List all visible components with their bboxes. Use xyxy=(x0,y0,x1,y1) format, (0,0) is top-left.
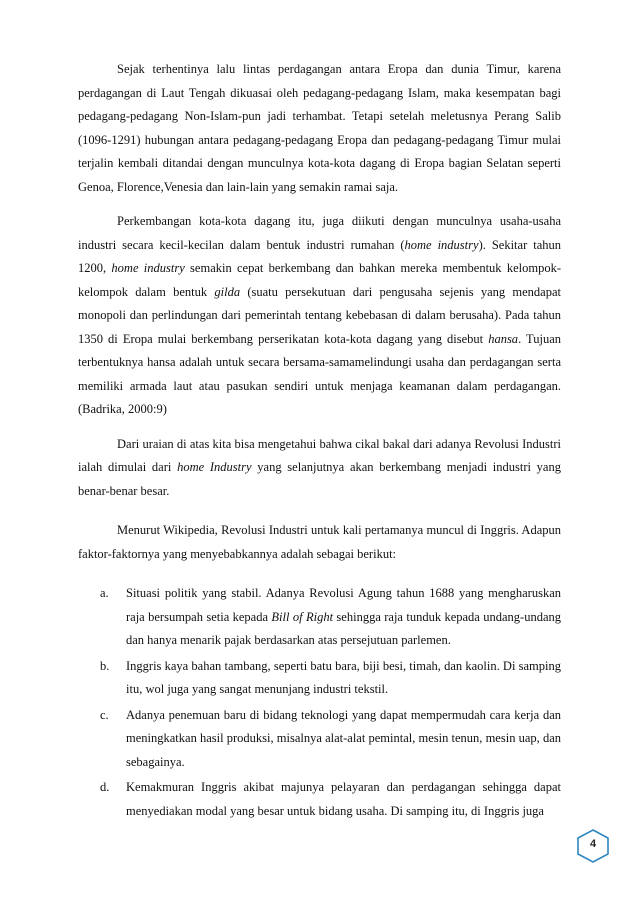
italic-term: Bill of Right xyxy=(271,609,334,624)
list-item-text xyxy=(126,659,561,697)
list-item-text xyxy=(126,780,561,818)
text-run: Dari uraian di atas kita bisa mengetahui bahwa cikal bakal dari adanya Revolusi Industri ialah dimulai dari xyxy=(78,436,561,474)
list-item xyxy=(100,582,561,653)
list-marker: a. xyxy=(100,586,109,600)
text-run: semakin cepat berkembang dan bahkan mereka membentuk kelompok-kelompok dalam bentuk xyxy=(78,261,561,299)
text-run: Perkembangan kota-kota dagang itu, juga diikuti dengan munculnya usaha-usaha industri secara kecil-kecilan dalam bentuk industri rumahan ( xyxy=(78,214,561,252)
text-run: ). Sekitar tahun 1200, xyxy=(78,237,561,275)
list-item-text xyxy=(126,708,561,769)
paragraph xyxy=(78,519,561,566)
text-run: yang selanjutnya akan berkembang menjadi industri yang benar-benar besar. xyxy=(78,460,561,498)
italic-term: gilda xyxy=(214,284,241,299)
text-run: . Tujuan terbentuknya hansa adalah untuk secara bersama-samamelindungi usaha dan perdagangan serta memiliki armada laut atau pasukan sendiri untuk menjaga keamanan dalam perdagangan.(Badrika, 2000:9) xyxy=(78,331,561,416)
list-marker: d. xyxy=(100,780,110,794)
paragraph xyxy=(78,58,561,199)
text-run: Adanya penemuan baru di bidang teknologi yang dapat mempermudah cara kerja dan meningkatkan hasil produksi, misalnya alat-alat pemintal, mesin tenun, mesin uap, dan sebagainya. xyxy=(126,707,561,769)
page-number: 4 xyxy=(589,838,597,850)
text-run: Inggris kaya bahan tambang, seperti batu bara, biji besi, timah, dan kaolin. Di samping itu, wol juga yang sangat menunjang industri tekstil. xyxy=(126,658,561,696)
list-item xyxy=(100,655,561,702)
text-run: Menurut Wikipedia, Revolusi Industri untuk kali pertamanya muncul di Inggris. Adapun faktor-faktornya yang menyebabkannya adalah sebagai berikut: xyxy=(78,523,561,561)
italic-term: home Industry xyxy=(177,460,252,474)
text-run: sehingga raja tunduk kepada undang-undang dan hanya menarik pajak berdasarkan atas persejutuan parlemen. xyxy=(126,609,561,647)
paragraph xyxy=(78,433,561,504)
italic-term: home industry xyxy=(111,261,185,275)
text-run: (suatu persekutuan dari pengusaha sejenis yang mendapat monopoli dan perlindungan dari pemerintah tentang kebebasan di dalam berusaha). Pada tahun 1350 di Eropa mulai berkembang perserikatan kota-kota dagang yang disebut xyxy=(78,284,562,346)
list-item-text xyxy=(126,586,561,647)
italic-term: hansa xyxy=(488,331,519,346)
paragraph xyxy=(78,210,561,422)
paragraphs xyxy=(78,58,561,582)
factor-list xyxy=(78,582,561,823)
italic-term: home industry xyxy=(404,237,479,252)
list-item xyxy=(100,704,561,775)
list-marker: c. xyxy=(100,707,109,722)
document-page xyxy=(78,58,561,825)
text-run: Situasi politik yang stabil. Adanya Revolusi Agung tahun 1688 yang mengharuskan raja bersumpah setia kepada xyxy=(126,586,561,624)
text-run: Kemakmuran Inggris akibat majunya pelayaran dan perdagangan sehingga dapat menyediakan modal yang besar untuk bidang usaha. Di samping itu, di Inggris juga xyxy=(126,780,561,818)
text-run: Sejak terhentinya lalu lintas perdagangan antara Eropa dan dunia Timur, karena perdagangan di Laut Tengah dikuasai oleh pedagang-pedagang Islam, maka kesempatan bagi pedagang-pedagang Non-Islam-pun jadi terhambat. Tetapi setelah meletusnya Perang Salib (1096-1291) hubungan antara pedagang-pedagang Eropa dan pedagang-pedagang Timur mulai terjalin kembali ditandai dengan munculnya kota-kota dagang di Eropa bagian Selatan seperti Genoa, Florence,Venesia dan lain-lain yang semakin ramai saja. xyxy=(78,62,561,194)
list-item xyxy=(100,776,561,823)
list-marker: b. xyxy=(100,658,110,673)
